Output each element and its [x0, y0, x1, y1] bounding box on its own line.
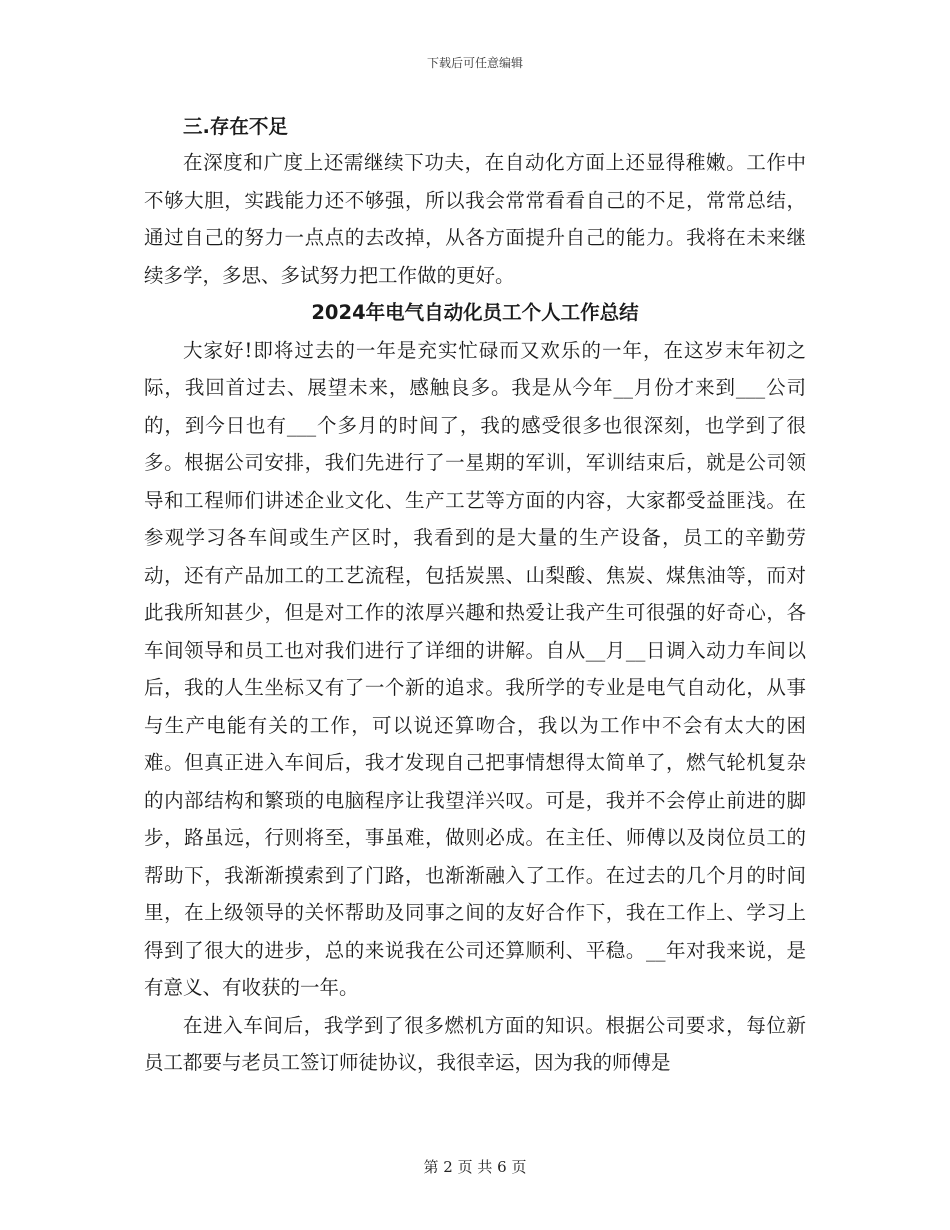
- section-paragraph: 在深度和广度上还需继续下功夫，在自动化方面上还显得稚嫩。工作中不够大胆，实践能力还不够强，所以我会常常看看自己的不足，常常总结，通过自己的努力一点点的去改掉，从各方面提升自己的能力。我将在未来继续多学，多思、多试努力把工作做的更好。: [144, 151, 806, 287]
- section-heading: 三.存在不足: [183, 115, 288, 138]
- page-footer: 第 2 页 共 6 页: [423, 1158, 527, 1176]
- document-body: [144, 106, 806, 1082]
- body-paragraph-1: 大家好!即将过去的一年是充实忙碌而又欢乐的一年，在这岁末年初之际，我回首过去、展望未来，感触良多。我是从今年__月份才来到___公司的，到今日也有___个多月的时间了，我的感受很多也很深刻，也学到了很多。根据公司安排，我们先进行了一星期的军训，军训结束后，就是公司领导和工程师们讲述企业文化、生产工艺等方面的内容，大家都受益匪浅。在参观学习各车间或生产区时，我看到的是大量的生产设备，员工的辛勤劳动，还有产品加工的工艺流程，包括炭黑、山梨酸、焦炭、煤焦油等，而对此我所知甚少，但是对工作的浓厚兴趣和热爱让我产生可很强的好奇心，各车间领导和员工也对我们进行了详细的讲解。自从__月__日调入动力车间以后，我的人生坐标又有了一个新的追求。我所学的专业是电气自动化，从事与生产电能有关的工作，可以说还算吻合，我以为工作中不会有太大的困难。但真正进入车间后，我才发现自己把事情想得太简单了，燃气轮机复杂的内部结构和繁琐的电脑程序让我望洋兴叹。可是，我并不会停止前进的脚步，路虽远，行则将至，事虽难，做则必成。在主任、师傅以及岗位员工的帮助下，我渐渐摸索到了门路，也渐渐融入了工作。在过去的几个月的时间里，在上级领导的关怀帮助及同事之间的友好合作下，我在工作上、学习上得到了很大的进步，总的来说我在公司还算顺利、平稳。__年对我来说，是有意义、有收获的一年。: [144, 338, 806, 999]
- body-paragraph-2: 在进入车间后，我学到了很多燃机方面的知识。根据公司要求，每位新员工都要与老员工签订师徒协议，我很幸运，因为我的师傅是: [144, 1013, 806, 1074]
- document-title: 2024年电气自动化员工个人工作总结: [311, 301, 639, 324]
- page-header: 下载后可任意编辑: [426, 56, 523, 70]
